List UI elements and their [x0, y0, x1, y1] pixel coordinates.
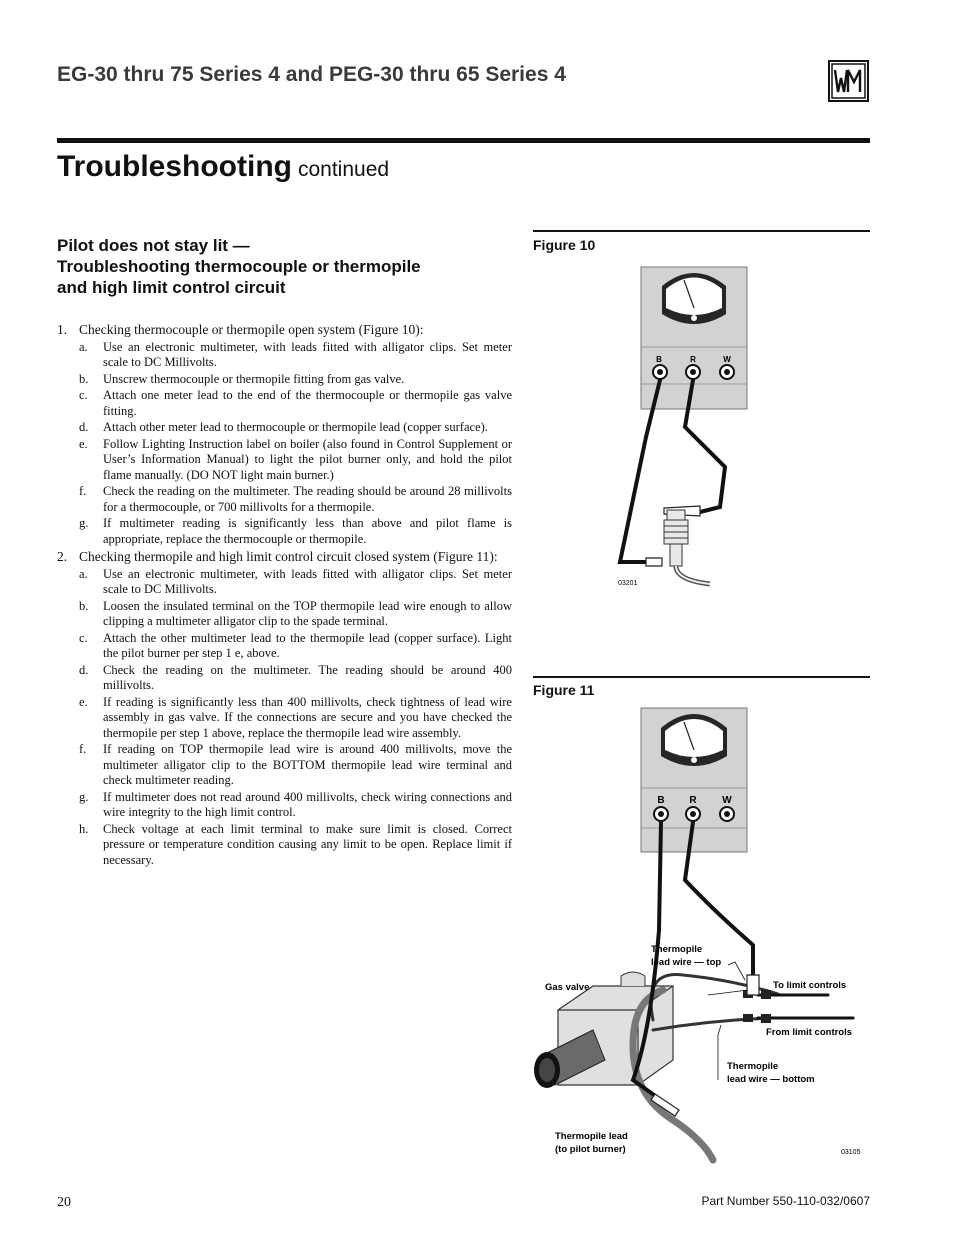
substep-letter: f.	[79, 742, 87, 756]
substep-list	[79, 340, 512, 548]
part-number: Part Number 550-110-032/0607	[701, 1194, 870, 1208]
callout-thermopile-lead-line2: (to pilot burner)	[555, 1144, 626, 1155]
substep-item	[79, 437, 512, 484]
callout-thermopile-bottom-line2: lead wire — bottom	[727, 1074, 815, 1085]
substep-text: Check voltage at each limit terminal to make sure limit is closed. Correct pressure or temperature condition causing any limit to be open. Replace limit if necessary.	[103, 821, 512, 867]
substep-text: Check the reading on the multimeter. The reading should be around 400 millivolts.	[103, 662, 512, 692]
figure-11-diagram	[533, 700, 870, 1165]
terminal-r-label: R	[689, 795, 697, 806]
substep-letter: c.	[79, 630, 88, 645]
substep-text: If multimeter reading is significantly less than above and pilot flame is appropriate, replace the thermocouple or thermopile.	[103, 516, 512, 546]
substep-letter: b.	[79, 598, 89, 613]
figure-10-rule	[533, 230, 870, 232]
substep-item	[79, 695, 512, 742]
substep-item	[79, 631, 512, 662]
section-title	[57, 150, 389, 184]
substep-letter: c.	[79, 388, 88, 402]
terminal-r-label: R	[690, 355, 696, 364]
substep-letter: g.	[79, 516, 89, 530]
callout-thermopile-bottom-line1: Thermopile	[727, 1061, 779, 1072]
figure-10-label: Figure 10	[533, 237, 596, 253]
callout-from-limit-controls: From limit controls	[766, 1027, 853, 1038]
meter-gauge-icon	[661, 714, 727, 766]
substep-letter: e.	[79, 694, 88, 709]
substep-text: If reading is significantly less than 400 millivolts, check tightness of lead wire assembly in gas valve. If the connections are secure and you have checked the thermopile per step 1 above, replace the thermopile lead wire assembly.	[103, 694, 512, 740]
step-number: 1.	[57, 322, 68, 337]
substep-letter: b.	[79, 371, 89, 386]
substep-letter: d.	[79, 662, 89, 677]
substep-text: Attach other meter lead to thermocouple or thermopile lead (copper surface).	[103, 420, 488, 434]
substep-item	[79, 420, 512, 436]
substep-letter: d.	[79, 420, 89, 434]
substep-text: Follow Lighting Instruction label on boiler (also found in Control Supplement or User’s Information Manual) to light the pilot burner only, and hold the pilot flame manually. (DO NOT light main burner.)	[103, 436, 512, 482]
substep-item	[79, 822, 512, 869]
section-title-main: Troubleshooting	[57, 150, 292, 183]
procedure-heading	[57, 235, 517, 298]
callout-thermopile-top-line2: lead wire — top	[651, 957, 722, 968]
substep-letter: f.	[79, 484, 87, 498]
substep-text: Check the reading on the multimeter. The reading should be around 28 millivolts for a thermocouple, or 700 millivolts for a thermopile.	[103, 484, 512, 514]
thermocouple-fitting-icon	[664, 510, 710, 584]
figure-11-label: Figure 11	[533, 682, 595, 698]
header-rule	[57, 138, 870, 143]
terminal-w-label: W	[723, 355, 731, 364]
procedure-heading-line: and high limit control circuit	[57, 278, 286, 297]
terminal-w-label: W	[722, 795, 732, 806]
step-text: Checking thermopile and high limit control circuit closed system (Figure 11):	[79, 549, 498, 564]
substep-text: Attach the other multimeter lead to the thermopile lead (copper surface). Light the pilot burner per step 1 e, above.	[103, 630, 512, 660]
substep-text: Use an electronic multimeter, with leads fitted with alligator clips. Set meter scale to DC Millivolts.	[103, 566, 512, 596]
substep-text: Loosen the insulated terminal on the TOP thermopile lead wire enough to allow clipping a multimeter alligator clip to the spade terminal.	[103, 598, 512, 628]
section-title-continued: continued	[297, 158, 390, 181]
substep-item	[79, 742, 512, 789]
procedure-heading-line: Troubleshooting thermocouple or thermopile	[57, 257, 421, 276]
substep-item	[79, 340, 512, 371]
substep-item	[79, 599, 512, 630]
substep-item	[79, 790, 512, 821]
substep-text: If multimeter does not read around 400 millivolts, check wiring connections and wire integrity to the high limit control.	[103, 789, 512, 819]
weil-mclain-logo	[828, 60, 869, 102]
substep-text: Attach one meter lead to the end of the thermocouple or thermopile gas valve fitting.	[103, 388, 512, 418]
procedure-heading-line: Pilot does not stay lit —	[57, 236, 250, 255]
substep-text: If reading on TOP thermopile lead wire is around 400 millivolts, move the multimeter alligator clip to the BOTTOM thermopile lead wire terminal and check multimeter reading.	[103, 742, 512, 787]
step-text: Checking thermocouple or thermopile open system (Figure 10):	[79, 322, 424, 337]
step-number: 2.	[57, 549, 68, 564]
limit-control-wires	[758, 995, 853, 1018]
substep-letter: a.	[79, 566, 88, 581]
substep-letter: a.	[79, 339, 88, 354]
meter-terminal-icons	[654, 807, 734, 821]
terminal-b-label: B	[657, 795, 665, 806]
page-number: 20	[57, 1195, 71, 1210]
substep-text: Use an electronic multimeter, with leads fitted with alligator clips. Set meter scale to DC Millivolts.	[103, 339, 512, 369]
step-item	[57, 549, 512, 566]
document-header-title: EG-30 thru 75 Series 4 and PEG-30 thru 65 Series 4	[57, 63, 566, 86]
substep-item	[79, 567, 512, 598]
figure-10-diagram	[600, 262, 770, 592]
figure-11-rule	[533, 676, 870, 678]
callout-thermopile-lead-line1: Thermopile lead	[555, 1131, 628, 1142]
procedure-steps	[57, 322, 512, 870]
substep-list	[79, 567, 512, 869]
substep-item	[79, 372, 512, 388]
step-item	[57, 322, 512, 339]
callout-to-limit-controls: To limit controls	[773, 980, 847, 991]
substep-letter: h.	[79, 821, 89, 836]
substep-item	[79, 516, 512, 547]
substep-text: Unscrew thermocouple or thermopile fitting from gas valve.	[103, 371, 405, 386]
figure-10-code: 03201	[618, 580, 638, 587]
substep-item	[79, 663, 512, 694]
substep-letter: g.	[79, 789, 89, 804]
callout-gas-valve: Gas valve	[545, 982, 590, 993]
meter-gauge-icon	[662, 273, 726, 324]
substep-letter: e.	[79, 436, 88, 451]
terminal-b-label: B	[656, 355, 662, 364]
meter-terminal-icons	[653, 365, 734, 379]
figure-11-code: 03105	[841, 1149, 861, 1156]
callout-thermopile-top-line1: Thermopile	[651, 944, 703, 955]
substep-item	[79, 484, 512, 515]
substep-item	[79, 388, 512, 419]
